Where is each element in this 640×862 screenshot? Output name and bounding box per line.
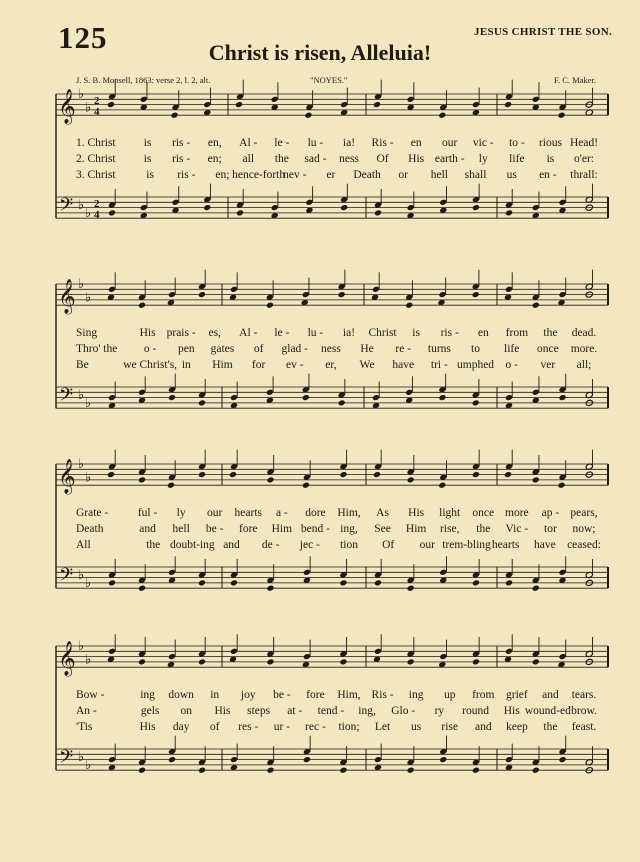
lyric-syllable: ris - <box>440 327 459 339</box>
lyric-syllable: ly <box>176 507 186 519</box>
flat-icon: ♭ <box>85 575 92 591</box>
lyric-syllable: ur - <box>273 721 290 733</box>
lyric-syllable: trem-bling <box>442 539 491 551</box>
lyric-syllable: a - <box>275 507 288 519</box>
lyric-syllable: once <box>536 343 559 355</box>
lyric-line-3 <box>76 169 598 183</box>
lyric-syllable: the <box>476 523 491 535</box>
lyric-syllable: the <box>543 721 558 733</box>
lyric-syllable: jec - <box>299 539 320 551</box>
lyric-syllable: for <box>251 359 266 371</box>
note-head <box>439 756 447 763</box>
note-head <box>505 579 513 586</box>
flat-icon: ♭ <box>78 387 85 403</box>
lyric-syllable: res - <box>238 721 259 733</box>
lyric-syllable: ly <box>478 153 488 165</box>
lyric-syllable: His <box>408 507 425 519</box>
lyric-syllable: rise <box>441 721 459 733</box>
lyric-syllable: Be <box>76 359 89 371</box>
note-head <box>198 399 206 406</box>
lyric-syllable: ver <box>540 359 556 371</box>
lyric-syllable: Ris - <box>371 137 394 149</box>
lyric-syllable: Sing <box>76 327 98 339</box>
lyric-syllable: Thro' the <box>76 343 118 355</box>
lyric-syllable: ing, <box>340 523 358 535</box>
note-head <box>438 394 446 401</box>
lyric-syllable: at - <box>287 705 303 717</box>
note-head <box>230 579 238 586</box>
note-head <box>532 767 540 774</box>
note-head <box>472 471 480 478</box>
lyric-syllable: rise, <box>439 523 460 535</box>
lyric-syllable: our <box>207 507 223 519</box>
note-head <box>407 767 415 774</box>
lyric-syllable: en; <box>207 153 222 165</box>
lyric-syllable: de - <box>261 539 280 551</box>
lyric-syllable: turns <box>427 343 451 355</box>
note-head <box>504 471 512 478</box>
note-head <box>108 209 116 216</box>
lyric-syllable: the <box>146 539 161 551</box>
note-head <box>472 579 480 586</box>
note-head <box>505 209 513 216</box>
lyric-syllable: and <box>223 539 240 551</box>
lyric-syllable: ris - <box>172 153 191 165</box>
lyric-syllable: tion; <box>338 721 360 733</box>
lyric-syllable: is <box>143 137 152 149</box>
lyric-syllable: Of <box>376 153 389 165</box>
note-head <box>138 658 146 665</box>
note-head <box>472 767 480 774</box>
lyric-syllable: 'Tis <box>76 721 93 733</box>
flat-icon: ♭ <box>85 395 92 411</box>
lyric-syllable: hell <box>172 523 190 535</box>
note-head <box>438 482 446 489</box>
lyric-syllable: dore <box>305 507 326 519</box>
note-head <box>339 579 347 586</box>
note-head <box>557 482 565 489</box>
note-head <box>472 291 480 298</box>
lyric-syllable: sad - <box>304 153 327 165</box>
lyric-syllable: tears. <box>571 689 597 701</box>
note-head <box>203 204 211 211</box>
note-head <box>532 302 540 309</box>
lyric-syllable: Christ <box>368 327 397 339</box>
lyric-syllable: His <box>214 705 231 717</box>
lyric-syllable: tion <box>340 539 358 551</box>
lyric-syllable: be - <box>205 523 224 535</box>
lyric-syllable: in <box>181 359 191 371</box>
time-signature-top: 2 <box>94 95 100 107</box>
lyric-syllable: ris - <box>172 137 191 149</box>
note-head <box>198 291 206 298</box>
lyric-syllable: from <box>505 327 529 339</box>
lyric-syllable: An - <box>76 705 97 717</box>
lyric-syllable: brow. <box>571 705 597 717</box>
lyric-syllable: Death <box>76 523 104 535</box>
lyric-line-1 <box>76 137 598 151</box>
time-signature-bottom: 4 <box>94 209 100 221</box>
lyric-syllable: All <box>76 539 91 551</box>
lyric-syllable: pears, <box>570 507 598 519</box>
flat-icon: ♭ <box>78 639 85 654</box>
lyric-syllable: or <box>398 169 409 181</box>
lyric-syllable: our <box>419 539 435 551</box>
lyric-syllable: ceased: <box>567 539 601 551</box>
note-head <box>168 756 176 763</box>
lyric-syllable: round <box>462 705 489 717</box>
lyric-syllable: Grate - <box>76 507 109 519</box>
note-head <box>304 112 312 119</box>
lyric-syllable: re - <box>395 343 412 355</box>
flat-icon: ♭ <box>85 290 92 306</box>
lyric-syllable: fore <box>306 689 325 701</box>
lyric-syllable: have <box>392 359 415 371</box>
note-head <box>373 471 381 478</box>
lyric-syllable: down <box>168 689 194 701</box>
lyric-syllable: hearts <box>491 539 520 551</box>
lyric-syllable: have <box>533 539 556 551</box>
note-head <box>558 756 566 763</box>
lyric-syllable: le - <box>274 137 290 149</box>
lyric-syllable: en <box>477 327 489 339</box>
lyric-syllable: dead. <box>571 327 597 339</box>
lyric-syllable: feast. <box>571 721 597 733</box>
lyric-syllable: the <box>543 327 558 339</box>
lyric-syllable: en - <box>539 169 557 181</box>
lyric-syllable: life <box>509 153 525 165</box>
lyric-syllable: Him, <box>337 689 361 701</box>
note-head <box>407 476 415 483</box>
note-head <box>373 101 381 108</box>
lyric-syllable: is <box>546 153 555 165</box>
lyric-syllable: and <box>474 721 492 733</box>
lyric-syllable: Of <box>382 539 395 551</box>
note-head <box>108 579 116 586</box>
lyric-line-2 <box>76 705 598 719</box>
treble-clef-icon: 𝄞 <box>58 279 76 314</box>
lyric-syllable: ia! <box>342 327 356 339</box>
lyric-line-2 <box>76 343 598 357</box>
note-head <box>302 482 310 489</box>
note-head <box>558 394 566 401</box>
lyric-syllable: the <box>274 153 289 165</box>
lyric-syllable: thrall: <box>570 169 598 181</box>
lyric-syllable: Bow - <box>76 689 105 701</box>
bass-clef-icon: 𝄢 <box>59 565 74 590</box>
lyric-syllable: ev - <box>285 359 304 371</box>
flat-icon: ♭ <box>85 470 92 486</box>
note-head <box>405 302 413 309</box>
lyric-syllable: As <box>376 507 389 519</box>
lyric-syllable: to - <box>509 137 525 149</box>
lyric-line-3 <box>76 359 598 373</box>
note-head <box>236 209 244 216</box>
lyric-syllable: en, <box>207 137 222 149</box>
note-head <box>339 767 347 774</box>
lyric-line-2 <box>76 153 598 167</box>
lyric-syllable: on <box>180 705 193 717</box>
note-head <box>138 302 146 309</box>
lyric-syllable: en <box>410 137 422 149</box>
lyric-syllable: life <box>504 343 520 355</box>
note-head <box>198 767 206 774</box>
treble-clef-icon: 𝄞 <box>58 89 76 124</box>
lyric-syllable: grief <box>505 689 528 701</box>
lyric-syllable: ry <box>434 705 445 717</box>
note-head <box>235 101 243 108</box>
lyric-syllable: be - <box>273 689 291 701</box>
lyric-syllable: er <box>326 169 336 181</box>
note-head <box>138 767 146 774</box>
tune-name: "NOYES." <box>310 75 348 85</box>
lyric-syllable: Him <box>405 523 427 535</box>
lyric-syllable: bend - <box>300 523 330 535</box>
treble-clef-icon: 𝄞 <box>58 459 76 494</box>
lyric-syllable: us <box>411 721 422 733</box>
lyric-syllable: tri - <box>430 359 448 371</box>
lyric-syllable: ness <box>321 343 341 355</box>
lyric-syllable: His <box>408 153 425 165</box>
lyric-syllable: hence-forth <box>232 169 286 181</box>
note-head <box>438 112 446 119</box>
lyric-syllable: nev - <box>283 169 307 181</box>
lyric-line-3 <box>76 721 598 735</box>
bass-clef-icon: 𝄢 <box>59 195 74 220</box>
lyric-syllable: He <box>360 343 374 355</box>
lyric-syllable: shall <box>464 169 487 181</box>
lyric-syllable: See <box>374 523 391 535</box>
lyric-syllable: ia! <box>342 137 356 149</box>
lyric-syllable: hell <box>430 169 448 181</box>
note-head <box>339 658 347 665</box>
lyric-syllable: Al - <box>239 137 258 149</box>
note-head <box>167 482 175 489</box>
lyric-syllable: Vic - <box>505 523 529 535</box>
lyric-syllable: rious <box>538 137 562 149</box>
note-head <box>170 112 178 119</box>
lyric-syllable: is <box>412 327 420 339</box>
note-head <box>532 476 540 483</box>
note-head <box>532 658 540 665</box>
lyric-syllable: ing, <box>358 705 376 717</box>
lyric-syllable: more. <box>570 343 598 355</box>
lyric-syllable: doubt-ing <box>169 539 215 551</box>
note-head <box>339 471 347 478</box>
flat-icon: ♭ <box>78 197 85 213</box>
lyric-syllable: 2. Christ <box>76 153 116 165</box>
note-head <box>107 101 115 108</box>
lyric-syllable: His <box>139 721 156 733</box>
note-head <box>198 471 206 478</box>
lyric-syllable: ful - <box>137 507 158 519</box>
note-head <box>374 209 382 216</box>
treble-clef-icon: 𝄞 <box>58 641 76 676</box>
composer-credit: F. C. Maker. <box>553 75 596 85</box>
lyric-syllable: hearts <box>234 507 263 519</box>
lyric-line-1 <box>76 327 598 341</box>
lyric-syllable: prais - <box>166 327 196 339</box>
note-head <box>472 658 480 665</box>
note-head <box>266 302 274 309</box>
time-signature-top: 2 <box>94 198 100 210</box>
lyric-syllable: is <box>143 153 152 165</box>
flat-icon: ♭ <box>78 277 85 292</box>
lyric-syllable: le - <box>274 327 290 339</box>
lyric-syllable: rec - <box>305 721 326 733</box>
note-head <box>374 579 382 586</box>
lyric-syllable: up <box>443 689 456 701</box>
note-head <box>138 476 146 483</box>
lyric-syllable: Let <box>374 721 391 733</box>
lyric-syllable: glad - <box>281 343 309 355</box>
lyric-syllable: gels <box>140 705 160 717</box>
note-head <box>229 471 237 478</box>
lyric-syllable: ap - <box>541 507 560 519</box>
lyric-syllable: joy <box>240 689 256 701</box>
lyric-syllable: fore <box>239 523 258 535</box>
lyric-syllable: o - <box>143 343 157 355</box>
note-head <box>557 112 565 119</box>
lyric-syllable: Glo - <box>391 705 416 717</box>
lyric-syllable: Head! <box>569 137 599 149</box>
note-head <box>198 579 206 586</box>
lyric-syllable: Death <box>353 169 381 181</box>
flat-icon: ♭ <box>85 652 92 668</box>
lyric-syllable: o - <box>505 359 518 371</box>
time-signature-bottom: 4 <box>94 106 100 118</box>
lyric-syllable: and <box>542 689 559 701</box>
note-head <box>504 101 512 108</box>
lyric-syllable: in <box>210 689 220 701</box>
lyric-syllable: ing <box>140 689 155 701</box>
lyric-syllable: to <box>471 343 481 355</box>
lyric-syllable: and <box>139 523 156 535</box>
lyric-syllable: en; <box>215 169 230 181</box>
lyric-syllable: keep <box>505 721 528 733</box>
flat-icon: ♭ <box>78 749 85 765</box>
note-head <box>532 585 540 592</box>
lyric-syllable: ing <box>408 689 424 701</box>
lyric-syllable: Him, <box>337 507 361 519</box>
lyric-syllable: from <box>472 689 495 701</box>
flat-icon: ♭ <box>78 567 85 583</box>
lyric-syllable: steps <box>247 705 271 717</box>
lyric-syllable: 3. Christ <box>76 169 116 181</box>
note-head <box>340 204 348 211</box>
note-head <box>338 399 346 406</box>
hymn-number: 125 <box>58 20 108 55</box>
lyric-syllable: our <box>442 137 458 149</box>
note-head <box>266 767 274 774</box>
lyric-syllable: tend - <box>317 705 345 717</box>
note-head <box>472 399 480 406</box>
note-head <box>302 394 310 401</box>
lyric-syllable: us <box>506 169 517 181</box>
lyric-syllable: all; <box>576 359 592 371</box>
lyric-syllable: day <box>172 721 190 733</box>
lyric-syllable: more <box>505 507 529 519</box>
lyric-syllable: 1. Christ <box>76 137 116 149</box>
lyric-syllable: His <box>139 327 156 339</box>
note-head <box>338 291 346 298</box>
note-head <box>472 204 480 211</box>
note-head <box>266 658 274 665</box>
lyric-syllable: wound-ed <box>524 705 571 717</box>
lyric-syllable: gates <box>210 343 235 355</box>
lyric-syllable: Him <box>212 359 233 371</box>
flat-icon: ♭ <box>85 757 92 773</box>
lyric-syllable: ness <box>339 153 359 165</box>
lyric-syllable: of <box>253 343 264 355</box>
note-head <box>168 394 176 401</box>
lyric-line-2 <box>76 523 598 537</box>
lyric-syllable: is <box>146 169 154 181</box>
lyric-syllable: earth - <box>434 153 465 165</box>
lyric-syllable: His <box>503 705 520 717</box>
note-head <box>107 471 115 478</box>
lyric-syllable: pen <box>177 343 195 355</box>
note-head <box>198 658 206 665</box>
lyric-syllable: now; <box>572 523 596 535</box>
bass-clef-icon: 𝄢 <box>59 385 74 410</box>
lyric-syllable: Ris - <box>371 689 394 701</box>
note-head <box>407 658 415 665</box>
lyric-syllable: We <box>359 359 375 371</box>
note-head <box>303 756 311 763</box>
flat-icon: ♭ <box>85 100 92 116</box>
lyric-syllable: umphed <box>457 359 495 371</box>
lyric-syllable: tor <box>544 523 557 535</box>
lyric-syllable: o'er: <box>574 153 594 165</box>
lyric-line-1 <box>76 507 598 521</box>
lyric-syllable: light <box>439 507 461 519</box>
note-head <box>266 476 274 483</box>
lyric-syllable: Him <box>271 523 293 535</box>
lyric-syllable: lu - <box>307 327 324 339</box>
lyric-syllable: ris - <box>177 169 196 181</box>
lyric-syllable: all <box>242 153 255 165</box>
lyric-line-1 <box>76 689 598 703</box>
note-head <box>138 585 146 592</box>
lyric-line-3 <box>76 539 601 553</box>
bass-clef-icon: 𝄢 <box>59 747 74 772</box>
lyric-syllable: lu - <box>307 137 324 149</box>
lyric-syllable: we Christ's, <box>123 359 178 371</box>
hymn-title: Christ is risen, Alleluia! <box>208 40 432 65</box>
lyric-syllable: vic - <box>472 137 494 149</box>
flat-icon: ♭ <box>78 457 85 472</box>
flat-icon: ♭ <box>85 205 92 221</box>
note-head <box>266 585 274 592</box>
lyric-syllable: er, <box>325 359 337 371</box>
note-head <box>407 585 415 592</box>
lyric-syllable: es, <box>208 327 221 339</box>
author-credit: J. S. B. Monsell, 1863: verse 2, l. 2, alt. <box>76 75 211 85</box>
section-heading: JESUS CHRIST THE SON. <box>474 26 612 38</box>
lyric-syllable: Al - <box>239 327 258 339</box>
lyric-syllable: once <box>472 507 495 519</box>
lyric-syllable: of <box>209 721 220 733</box>
flat-icon: ♭ <box>78 87 85 102</box>
